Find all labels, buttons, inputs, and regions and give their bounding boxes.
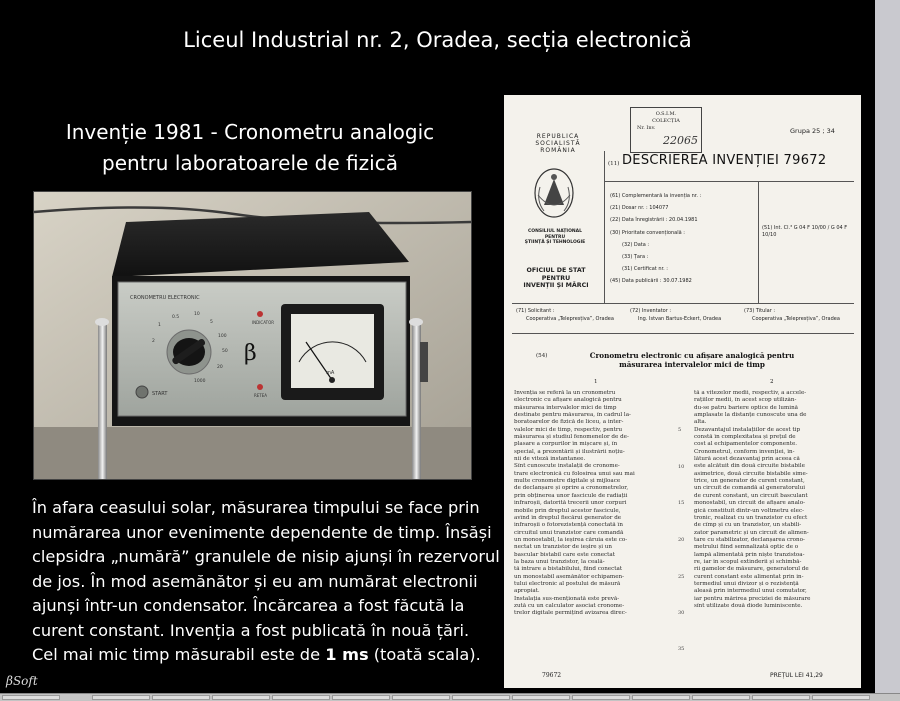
document-text-line: nectat un tranzistor de ieșire și un [514,544,613,551]
document-text-line: măsurarea intervalelor mici de timp [514,404,617,411]
taskbar-button[interactable] [272,695,330,700]
price-footer: PREȚUL LEI 41,29 [770,672,823,679]
column-number: 2 [770,379,774,385]
taskbar-button[interactable] [452,695,510,700]
document-text-line: multe cronometre digitale și mijloace [514,478,621,485]
document-text-line: de declanșare și oprire a cronometrelor, [514,485,629,492]
document-text-line: trare electronică cu folosirea unui sau mai [514,470,635,477]
taskbar-button[interactable] [392,695,450,700]
document-text-line: Cronometrul, conform invenției, în- [694,448,795,455]
document-text-line: monostabil, un circuit de afișare analo- [694,500,805,507]
document-text-line: special, a prezentării și ilustrării noțiu- [514,448,625,455]
country-line: REPUBLICA [536,133,580,140]
stamp-text: O.S.I.M. [655,111,677,117]
field-line: (45) Data publicării : 30.07.1982 [610,278,692,285]
meter-unit: mA [326,370,335,376]
start-label: START [152,391,168,397]
paragraph-line: clepsidra „numără” granulele de nisip ajunși în rezervorul [32,547,500,566]
taskbar-button[interactable] [2,695,60,700]
document-text-line: valelor mici de timp, respectiv, pentru [514,426,623,433]
document-text-line: apropiat. [514,588,540,595]
field-line: (31) Certificat nr. : [622,266,668,273]
taskbar-button[interactable] [572,695,630,700]
field-11: (11) [608,161,620,167]
document-text-line: măsurarea și studiul fenomenelor de de- [514,434,629,441]
stamp-text: COLECȚIA [652,118,680,124]
field-54: (54) [536,353,548,359]
document-group: Grupa 25 ; 34 [790,127,835,135]
dial-mark: 20 [217,365,223,370]
dial-mark: 2 [152,339,155,344]
taskbar-button[interactable] [212,695,270,700]
dial-mark: 1 [158,323,161,328]
office-line: INVENȚII ȘI MĂRCI [523,282,589,289]
slide-subtitle-line1: Invenție 1981 - Cronometru analogic [65,120,435,144]
dial-mark: 5 [210,320,213,325]
document-text-line: zator parametric și un circuit de alimen- [694,529,809,536]
indicator-lamp [257,311,263,317]
document-text-line: destinate pentru măsurarea, în cadrul la- [514,412,631,419]
description-paragraph [32,496,500,668]
document-text-line: alta. [694,419,707,426]
document-text-line: lătură acest dezavantaj prin aceea că [694,456,800,463]
text-column-1 [514,390,676,618]
document-text-line: rațiilor medii, în acest scop utilizân- [694,397,797,404]
document-text-line: constă în complexitatea și prețul de [694,434,796,441]
window-scrollbar-edge[interactable] [875,0,900,700]
party-owner [744,307,854,323]
stamp-text: Nr. Inv. [637,125,656,131]
paragraph-line: de jos. În mod asemănător și eu am numărat electronii [32,571,478,591]
taskbar-button[interactable] [332,695,390,700]
slide-title: Liceul Industrial nr. 2, Oradea, secția electronică [183,28,692,52]
indicator-label: INDICATOR [252,320,275,325]
taskbar-button[interactable] [692,695,750,700]
document-text-line: gică constituit dintr-un voltmetru elec- [694,507,804,514]
line-number: 35 [678,646,685,652]
document-text-line: plasare a corpurilor în mișcare și, în [514,441,618,448]
device-photo [33,191,472,480]
document-text-line: aleasă prin intermediul unui comutator, [694,588,807,595]
party-body: Cooperativa „Telepresțiva”, Oradea [752,316,840,322]
taskbar-button[interactable] [812,695,870,700]
document-text-line: este alcătuit din două circuite bistabile [694,463,805,470]
council-heading [518,229,592,246]
document-text-line: asimetrice, două circuite bistabile sime- [694,470,808,477]
analog-meter [281,304,384,400]
vertical-rule [758,181,759,303]
dial-mark: 100 [218,334,227,339]
paragraph-line: curent constant. Invenția a fost publicată în nouă țări. [32,620,470,640]
document-text-line: termediul unui divizor și o rezistență [694,580,799,587]
horizontal-rule [512,303,854,304]
document-text-line: metrului fiind semnalizată optic de o [694,544,799,551]
document-text-line: tronic, realizat cu un tranzistor cu efect [694,514,808,521]
text-column-2 [694,390,856,610]
field-line: (30) Prioritate convențională : [610,229,685,236]
line-number: 25 [678,574,685,580]
dial-mark: 0.5 [172,315,180,320]
line-number: 30 [678,610,685,616]
party-head: (72) Inventator : [630,308,672,314]
line-number: 5 [678,427,682,433]
document-text-line: trice, un generator de curent constant, [694,478,805,485]
document-text-line: cost al echipamentelor componente. [694,441,798,448]
paragraph-line-last [32,643,481,668]
document-text-line: Invenția se referă la un cronometru [514,390,616,396]
min-time-value: 1 ms [325,645,369,664]
registration-fields [610,190,760,288]
document-text-line: trelor digitale permițînd avizarea direc- [514,610,627,617]
council-line: ȘTIINȚĂ ȘI TEHNOLOGIE [524,240,586,246]
document-text-line: boratoarelor de fizică de liceu, a inter- [514,419,624,426]
document-text-line: iar pentru mărirea preciziei de măsurare [694,595,811,602]
classification-field: (51) Int. Cl.³ G 04 F 10/00 / G 04 F 10/10 [762,225,848,238]
document-text-line: tă intrare a bistabilului, fiind conectat [514,566,623,573]
document-text-line: mobile prin dreptul acestor fascicule, [514,507,621,514]
dial-mark: 1000 [194,379,206,384]
registry-stamp [630,107,702,153]
paragraph-text: (toată scala). [368,645,481,664]
paragraph-text: Cel mai mic timp măsurabil este de [32,645,326,664]
field-line: (22) Data înregistrării : 20.04.1981 [610,217,698,224]
office-line: PENTRU [541,274,571,282]
party-body: Cooperativa „Telepresțiva”, Oradea [526,316,614,322]
document-text-line: un monostabil, la ieșirea căruia este co- [514,536,628,543]
taskbar-button[interactable] [152,695,210,700]
document-text-line: zută cu un calculator asociat cronome- [514,602,625,609]
invention-title-line: măsurarea intervalelor mici de timp [619,360,765,369]
council-line: PENTRU [544,234,566,240]
taskbar-button[interactable] [632,695,690,700]
party-head: (73) Titular : [744,308,776,314]
document-text-line: du-se patru bariere optice de lumină [694,404,799,411]
stamp-number: 22065 [663,134,698,147]
document-number-footer: 79672 [542,672,562,679]
paragraph-line: ajunși într-un condensator. Încărcarea a fost făcută la [32,596,465,615]
column-number: 1 [594,379,598,385]
council-line: CONSILIUL NAȚIONAL [527,229,583,234]
beta-logo: β [244,341,257,366]
invention-title-line: Cronometru electronic cu afișare analogică pentru [589,351,795,360]
mains-label: RETEA [254,393,268,398]
document-text-line: rii gamelor de măsurare, generatorul de [694,566,809,573]
party-head: (71) Solicitant : [516,308,555,314]
document-text-line: Instalația sus-menționată este prevă- [514,595,620,602]
document-text-line: sînt utilizate două diode luminiscente. [694,602,803,609]
paragraph-line: numărarea unor evenimente dependente de timp. Însăși [32,522,492,542]
field-line: (32) Data : [622,241,650,248]
document-text-line: Sînt cunoscute instalații de cronome- [514,463,620,470]
taskbar-button[interactable] [752,695,810,700]
party-applicant [516,307,616,323]
document-title-box [622,153,852,173]
horizontal-rule [512,333,854,334]
document-text-line: tului electronic al postului de măsură [514,580,621,587]
line-number: 10 [678,464,685,470]
country-line: ROMÂNIA [540,147,576,154]
vertical-rule [604,151,605,303]
invention-title [552,351,832,369]
document-text-line: avînd în dreptul fiecărui generator de [514,514,622,521]
document-text-line: la baza unui tranzistor, la ceală- [514,558,605,565]
document-text-line: tă a vitezelor medii, respectiv, a accele- [694,390,807,396]
document-text-line: amplasate la distanțe cunoscute una de [694,412,807,419]
chronometer-illustration [34,192,471,479]
document-text-line: un circuit de comandă al generatorului [694,485,806,492]
country-heading [528,133,588,154]
document-title: DESCRIEREA INVENȚIEI 79672 [622,153,827,168]
document-text-line: Dezavantajul instalațiilor de acest tip [694,426,801,433]
field-line: (33) Țara : [622,254,649,261]
field-line: (61) Complementară la invenția nr. : [610,193,702,199]
line-number: 15 [678,500,685,506]
document-text-line: de cîmp și cu un tranzistor, un stabili- [694,522,802,529]
taskbar-button[interactable] [92,695,150,700]
document-text-line: nii de viteză instantanee. [514,456,586,463]
document-text-line: circuitul unui tranzistor care comandă [514,529,624,536]
party-body: Ing. Istvan Bartus-Eckert, Oradea [638,316,722,322]
document-text-line: de curent constant, un circuit basculant [694,492,808,499]
document-text-line: infraroșii o fotorezistență conectată în [514,522,623,529]
document-text-line: prin obținerea unor fascicule de radiații [514,492,628,499]
office-line: OFICIUL DE STAT [526,267,586,274]
taskbar-button[interactable] [512,695,570,700]
patent-document [504,95,861,688]
document-text-line: un monostabil asemănător echipamen- [514,573,625,580]
document-text-line: curent constant este alimentat prin in- [694,573,804,580]
document-text-line: electronic cu afișare analogică pentru [514,397,622,404]
document-text-line: bascular bistabil care este conectat [514,551,615,558]
dial-mark: 10 [194,312,200,317]
party-inventor [630,307,736,323]
line-number: 20 [678,537,685,543]
brand-logo: βSoft [6,674,38,688]
office-heading [514,267,598,290]
field-line: (21) Dosar nr. : 104077 [610,205,669,212]
horizontal-rule [604,181,854,182]
slide-subtitle-line2: pentru laboratoarele de fizică [102,151,398,175]
panel-label: CRONOMETRU ELECTRONIC [130,295,200,301]
coat-of-arms-icon [532,165,576,221]
document-text-line: re, iar în scopul extinderii și schimbă- [694,558,802,565]
document-text-line: lampă alimentată prin niște tranzistoa- [694,551,805,558]
start-button [136,386,148,398]
mains-lamp [257,384,263,390]
document-text-line: tare cu stabilizator, declanșarea crono- [694,536,805,543]
dial-mark: 50 [222,349,228,354]
document-text-line: infraroșii, datorită trecerii unor corpuri [514,500,627,507]
country-line: SOCIALISTĂ [535,140,581,147]
paragraph-line: În afara ceasului solar, măsurarea timpului se face prin [32,498,480,517]
